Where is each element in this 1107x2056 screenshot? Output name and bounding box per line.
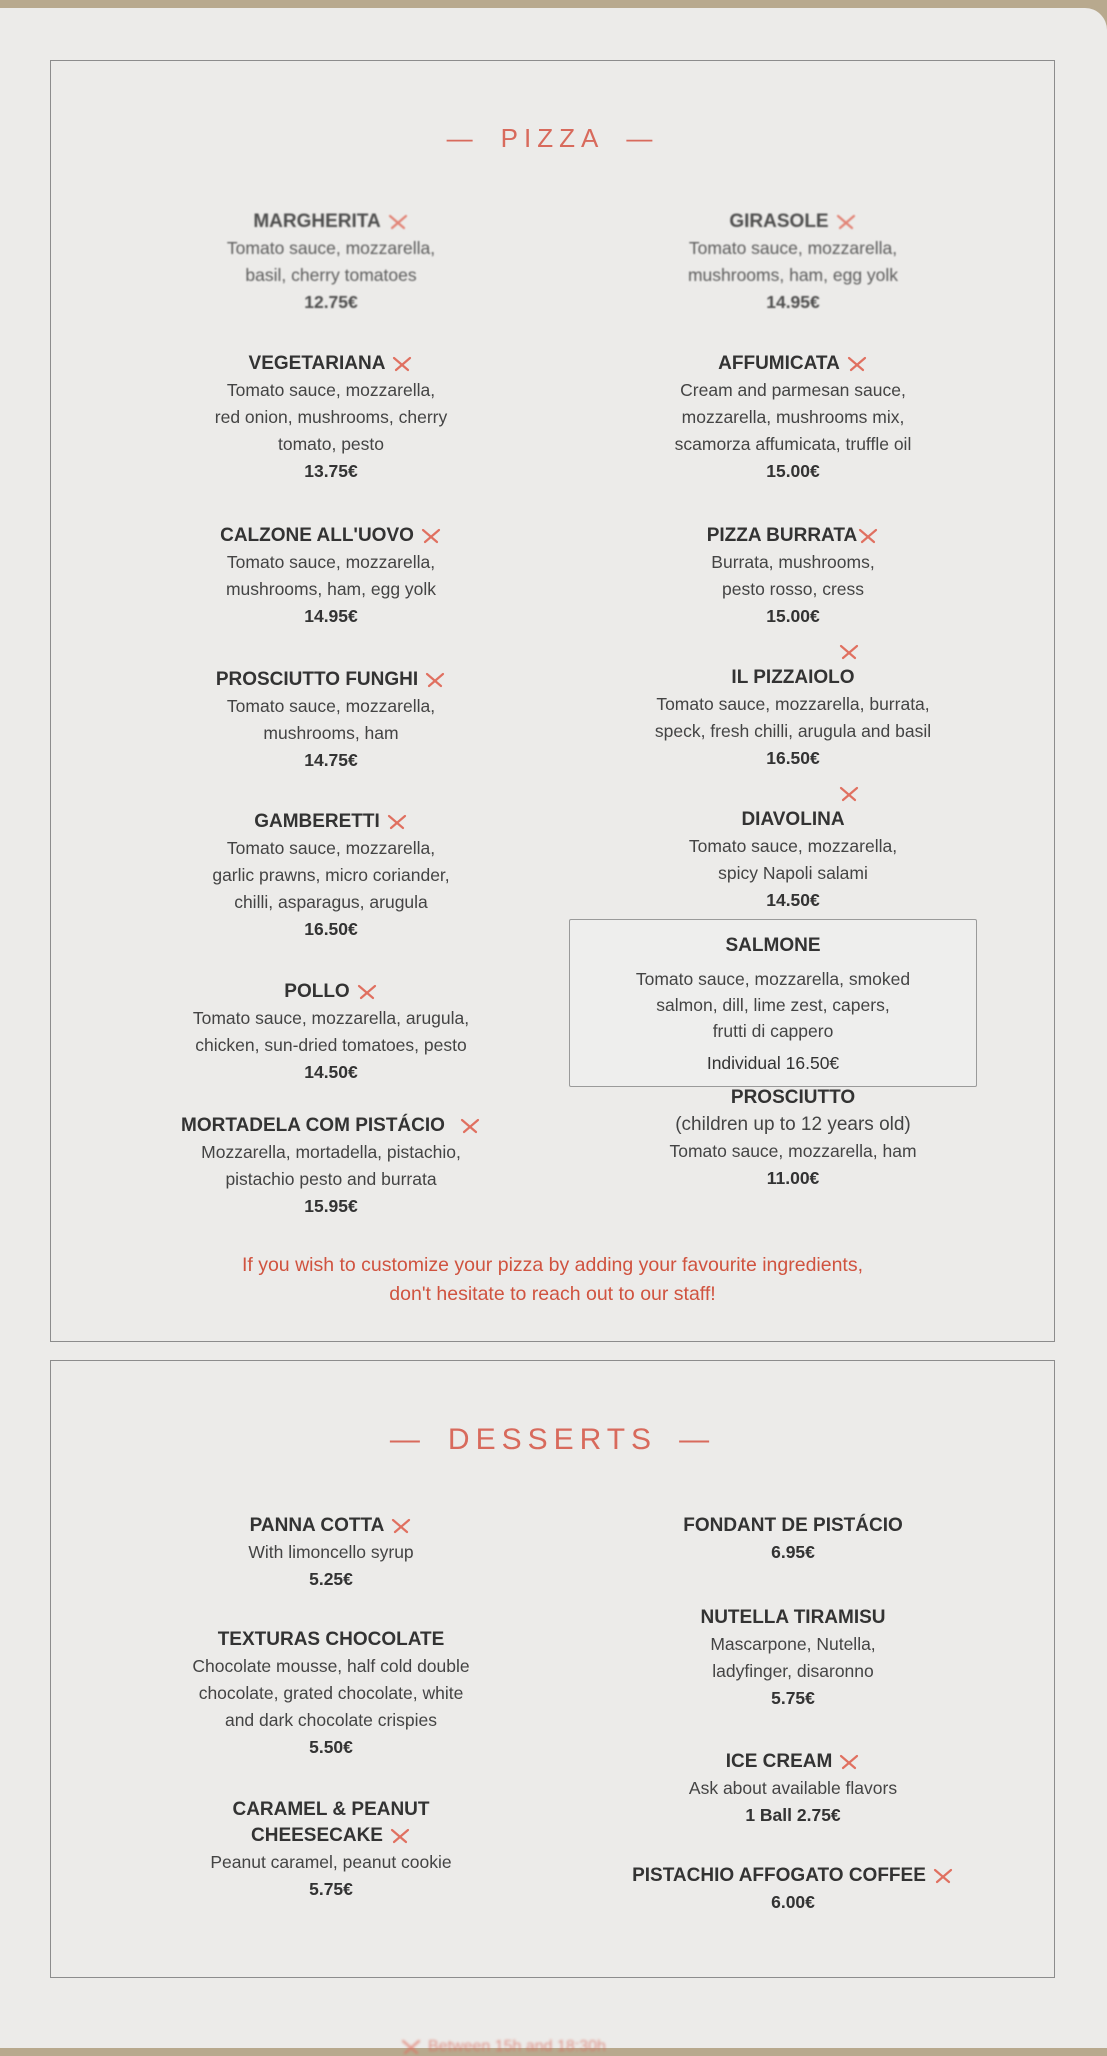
item-name: TEXTURAS CHOCOLATE [217, 1629, 445, 1650]
crossed-cutlery-icon [459, 1118, 481, 1134]
item-description: speck, fresh chilli, arugula and basil [654, 721, 932, 741]
menu-item-pistachio-affogato-coffee [573, 1863, 1013, 1916]
menu-item-caramel-peanut-cheesecake [111, 1797, 551, 1903]
crossed-cutlery-icon [846, 356, 868, 372]
item-description: Tomato sauce, mozzarella, arugula, [192, 1008, 470, 1028]
menu-item-gamberetti [111, 809, 551, 943]
item-description: pistachio pesto and burrata [225, 1169, 437, 1189]
item-name: DIAVOLINA [741, 809, 845, 830]
item-description: ladyfinger, disaronno [712, 1661, 874, 1681]
item-description: chicken, sun-dried tomatoes, pesto [195, 1035, 467, 1055]
item-price: 12.75€ [304, 292, 358, 312]
item-description: mozzarella, mushrooms mix, [681, 407, 905, 427]
crossed-cutlery-icon [835, 214, 857, 230]
pizza-section-title: — PIZZA — [446, 123, 659, 153]
item-price: 14.95€ [304, 606, 358, 626]
item-name: MARGHERITA [253, 211, 381, 232]
item-price: 15.00€ [766, 461, 820, 481]
crossed-cutlery-icon [391, 356, 413, 372]
item-description: chocolate, grated chocolate, white [198, 1683, 464, 1703]
item-price: 6.95€ [771, 1542, 815, 1562]
item-description: Tomato sauce, mozzarella, [226, 696, 436, 716]
crossed-cutlery-icon [420, 528, 442, 544]
item-description: and dark chocolate crispies [224, 1710, 438, 1730]
crossed-cutlery-icon [400, 2039, 422, 2055]
item-name: PISTACHIO AFFOGATO COFFEE [632, 1865, 926, 1886]
menu-item-pizza-burrata [573, 523, 1013, 630]
note-line: don't hesitate to reach out to our staff! [389, 1283, 716, 1305]
item-name: FONDANT DE PISTÁCIO [683, 1515, 903, 1536]
crossed-cutlery-icon [386, 814, 408, 830]
item-description: scamorza affumicata, truffle oil [674, 434, 912, 454]
menu-item-texturas-chocolate [111, 1627, 551, 1761]
item-description: frutti di cappero [712, 1021, 834, 1041]
item-description: mushrooms, ham, egg yolk [687, 265, 899, 285]
item-price: 1 Ball 2.75€ [745, 1805, 841, 1825]
crossed-cutlery-icon [424, 672, 446, 688]
item-price: 15.95€ [304, 1196, 358, 1216]
item-description: Tomato sauce, mozzarella, [688, 238, 898, 258]
customize-note [51, 1251, 1054, 1309]
item-description: Tomato sauce, mozzarella, [688, 836, 898, 856]
crossed-cutlery-icon [390, 1518, 412, 1534]
item-name: AFFUMICATA [718, 353, 840, 374]
crossed-cutlery-icon [932, 1868, 954, 1884]
item-subtitle: (children up to 12 years old) [675, 1114, 911, 1135]
item-name: CHEESECAKE [251, 1825, 383, 1846]
item-name: MORTADELA COM PISTÁCIO [181, 1115, 445, 1136]
menu-item-panna-cotta [111, 1513, 551, 1593]
menu-page [0, 8, 1107, 2055]
item-price: 5.25€ [309, 1569, 353, 1589]
item-name: ICE CREAM [725, 1751, 833, 1772]
menu-item-il-pizzaiolo [573, 639, 1013, 772]
item-price: Individual 16.50€ [706, 1053, 840, 1073]
item-description: Cream and parmesan sauce, [680, 380, 906, 400]
menu-item-calzone-alluovo [111, 523, 551, 630]
menu-item-prosciutto-funghi [111, 667, 551, 774]
item-description: Tomato sauce, mozzarella, burrata, [656, 694, 930, 714]
item-name: CARAMEL & PEANUT [232, 1799, 430, 1820]
item-price: 14.75€ [304, 750, 358, 770]
crossed-cutlery-icon [356, 984, 378, 1000]
item-description: With limoncello syrup [248, 1542, 414, 1562]
item-name: PIZZA BURRATA [706, 525, 858, 546]
item-price: 5.75€ [309, 1879, 353, 1899]
item-price: 6.00€ [771, 1892, 815, 1912]
item-price: 15.00€ [766, 606, 820, 626]
menu-item-nutella-tiramisu [573, 1605, 1013, 1712]
menu-item-margherita [111, 209, 551, 316]
item-name: GIRASOLE [729, 211, 829, 232]
item-description: Tomato sauce, mozzarella, [226, 838, 436, 858]
item-price: 11.00€ [766, 1168, 820, 1188]
menu-item-mortadela-com-pistacio [111, 1113, 551, 1220]
crossed-cutlery-icon [838, 1754, 860, 1770]
item-description: salmon, dill, lime zest, capers, [656, 995, 890, 1015]
item-description: spicy Napoli salami [718, 863, 868, 883]
item-description: red onion, mushrooms, cherry [214, 407, 448, 427]
item-description: Tomato sauce, mozzarella, smoked [635, 969, 911, 989]
featured-item-card [569, 919, 977, 1087]
item-name: PANNA COTTA [249, 1515, 385, 1536]
item-description: mushrooms, ham [263, 723, 399, 743]
item-name: VEGETARIANA [248, 353, 386, 374]
menu-item-vegetariana [111, 351, 551, 485]
footer-note: Between 15h and 18:30h [400, 2038, 606, 2056]
item-name: CALZONE ALL'UOVO [220, 525, 414, 546]
item-description: tomato, pesto [277, 434, 385, 454]
item-price: 16.50€ [766, 748, 820, 768]
item-name: SALMONE [725, 935, 821, 956]
item-description: basil, cherry tomatoes [245, 265, 417, 285]
menu-item-fondant-de-pistacio [573, 1513, 1013, 1566]
item-price: 14.50€ [304, 1062, 358, 1082]
pizza-section [50, 60, 1055, 1342]
crossed-cutlery-icon [387, 214, 409, 230]
item-name: NUTELLA TIRAMISU [700, 1607, 886, 1628]
crossed-cutlery-icon [389, 1828, 411, 1844]
item-description: Tomato sauce, mozzarella, [226, 380, 436, 400]
item-description: Burrata, mushrooms, [711, 552, 875, 572]
item-price: 14.95€ [766, 292, 820, 312]
item-name: IL PIZZAIOLO [731, 667, 855, 688]
item-description: Chocolate mousse, half cold double [192, 1656, 470, 1676]
item-price: 16.50€ [304, 919, 358, 939]
item-description: Tomato sauce, mozzarella, ham [669, 1141, 917, 1161]
item-description: mushrooms, ham, egg yolk [225, 579, 437, 599]
desserts-section-title: — DESSERTS — [389, 1423, 716, 1456]
item-name: PROSCIUTTO FUNGHI [215, 669, 419, 690]
item-price: 5.50€ [309, 1737, 353, 1757]
menu-item-girasole [573, 209, 1013, 316]
crossed-cutlery-icon [857, 528, 879, 544]
menu-item-diavolina [573, 781, 1013, 914]
item-description: Mozzarella, mortadella, pistachio, [201, 1142, 461, 1162]
item-price: 14.50€ [766, 890, 820, 910]
item-description: Tomato sauce, mozzarella, [226, 238, 436, 258]
menu-item-affumicata [573, 351, 1013, 485]
note-line: If you wish to customize your pizza by adding your favourite ingredients, [241, 1254, 864, 1276]
item-name: PROSCIUTTO [730, 1087, 856, 1108]
item-name: GAMBERETTI [254, 811, 380, 832]
item-price: 5.75€ [771, 1688, 815, 1708]
item-description: Mascarpone, Nutella, [710, 1634, 876, 1654]
crossed-cutlery-icon [838, 644, 860, 660]
item-name: POLLO [284, 981, 350, 1002]
item-description: Ask about available flavors [688, 1778, 898, 1798]
item-description: Peanut caramel, peanut cookie [210, 1852, 452, 1872]
crossed-cutlery-icon [838, 786, 860, 802]
menu-item-ice-cream [573, 1749, 1013, 1829]
menu-item-prosciutto-kids [573, 1085, 1013, 1192]
item-description: pesto rosso, cress [722, 579, 864, 599]
desserts-section [50, 1360, 1055, 1978]
item-description: Tomato sauce, mozzarella, [226, 552, 436, 572]
item-price: 13.75€ [304, 461, 358, 481]
item-description: garlic prawns, micro coriander, [212, 865, 450, 885]
item-description: chilli, asparagus, arugula [234, 892, 428, 912]
menu-item-pollo [111, 979, 551, 1086]
